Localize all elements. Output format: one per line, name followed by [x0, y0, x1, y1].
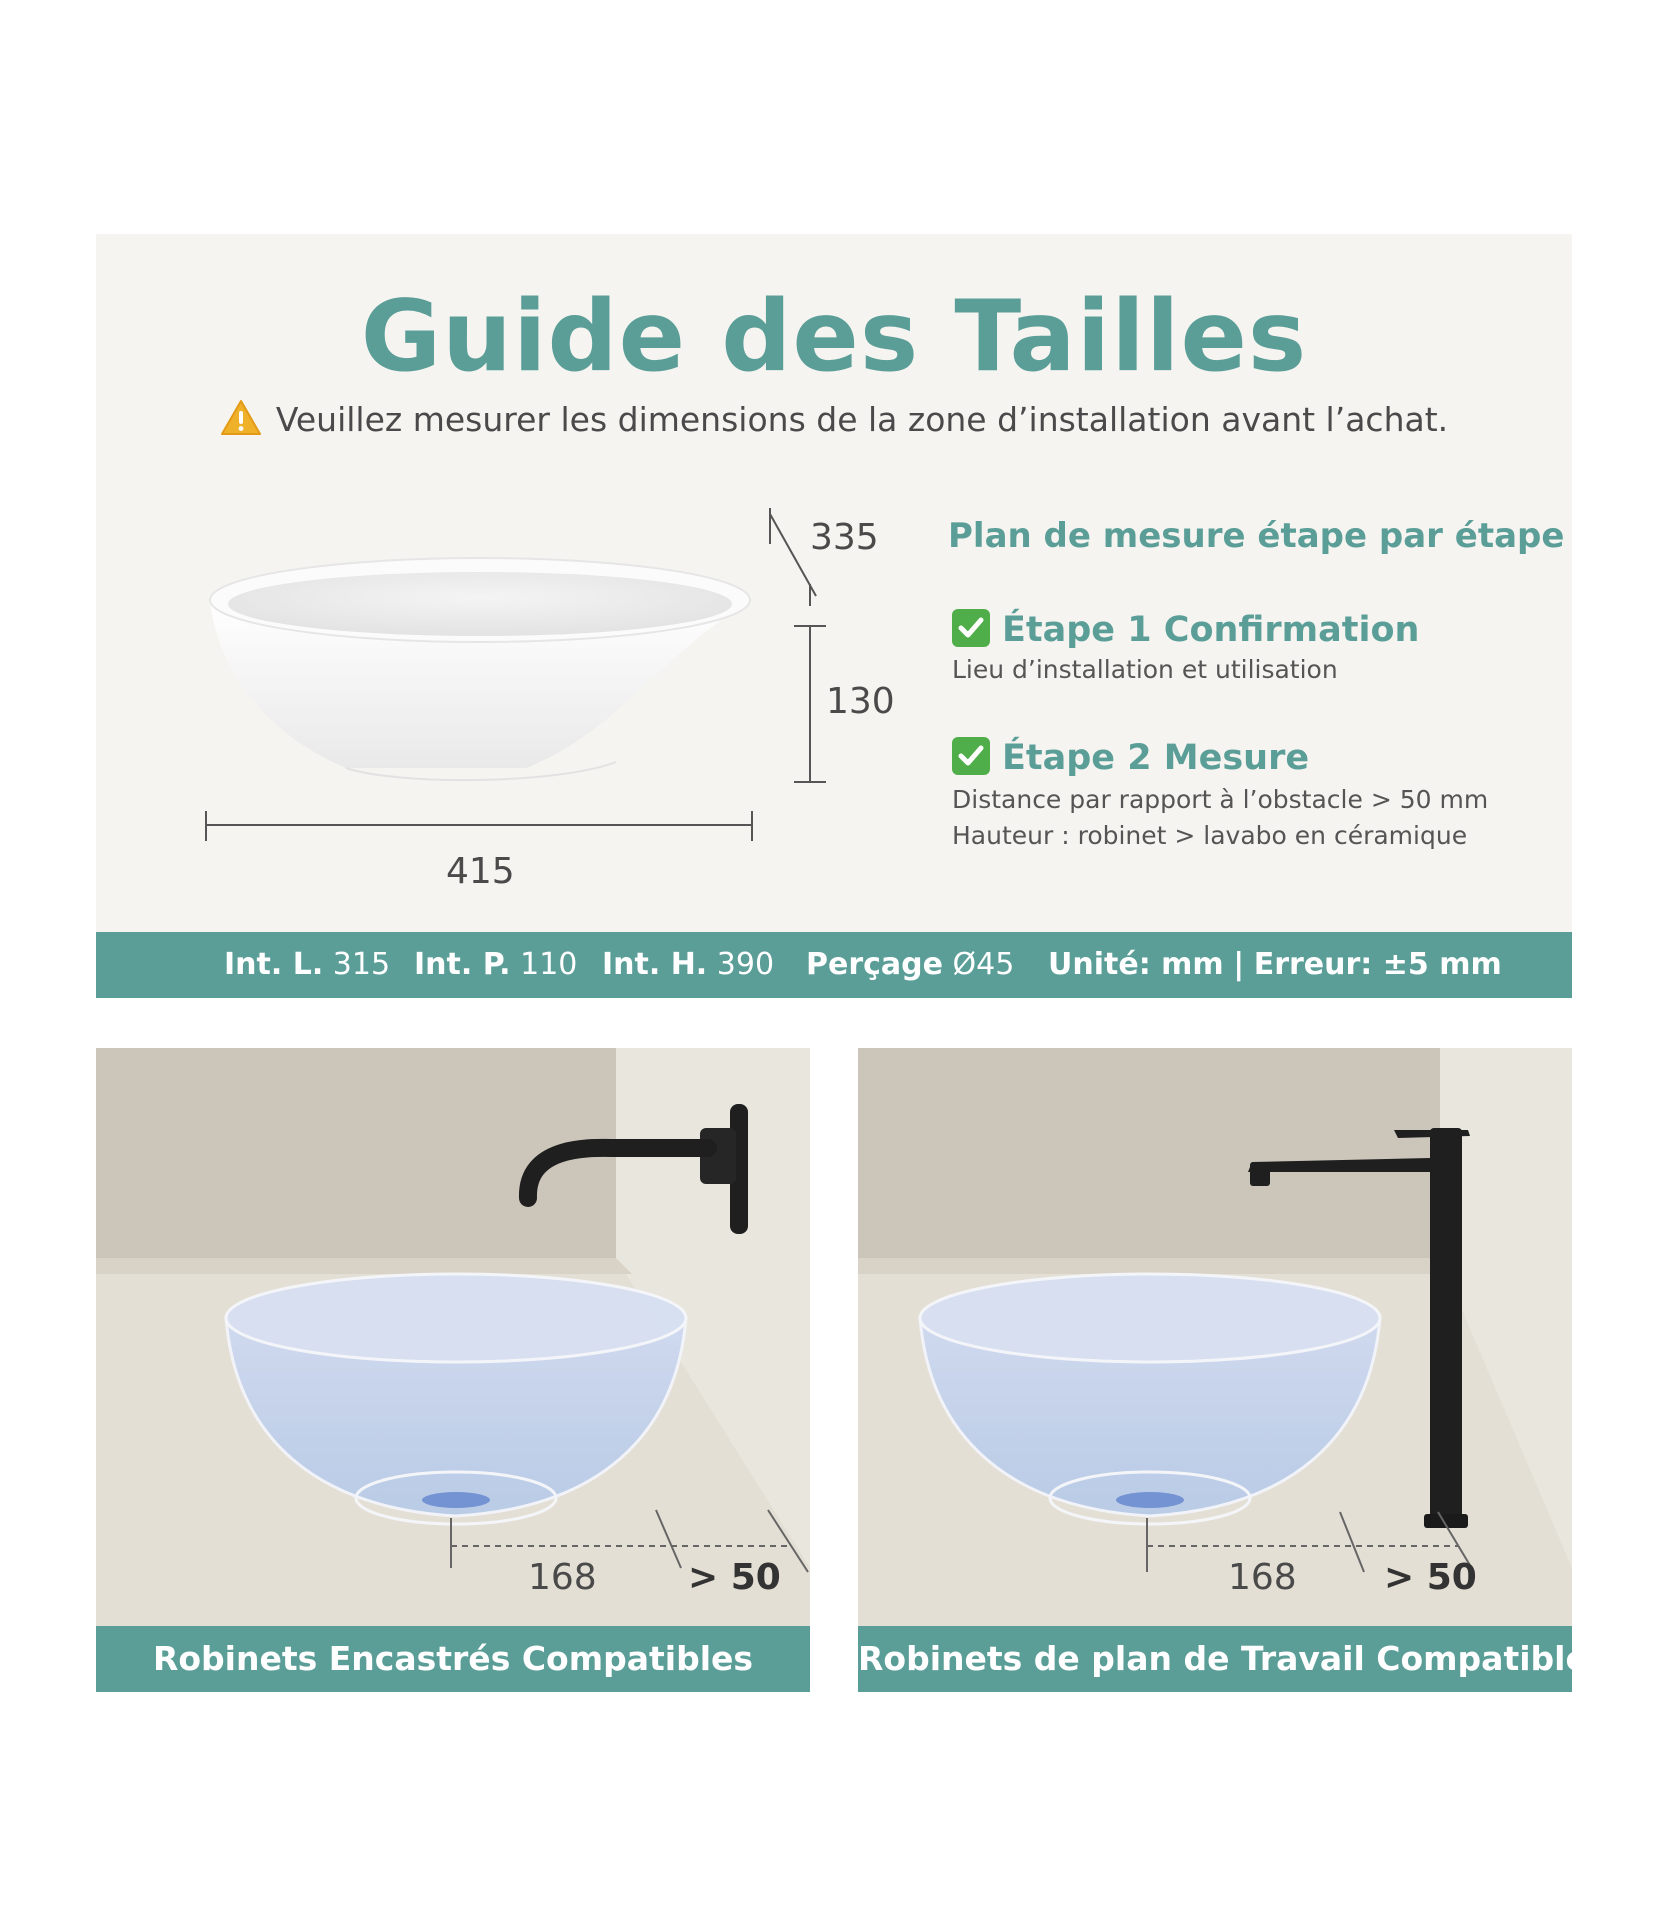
check-icon — [952, 609, 990, 647]
page-title: Guide des Tailles — [360, 280, 1308, 394]
height-dimension: 130 — [826, 681, 895, 722]
wall-faucet-label: Robinets Encastrés Compatibles — [96, 1626, 810, 1692]
basin-interior — [228, 572, 732, 636]
step-1-description: Lieu d’installation et utilisation — [952, 655, 1338, 684]
clearance-left: > 50 — [688, 1557, 781, 1598]
clearance-right: > 50 — [1384, 1557, 1477, 1598]
step-2-label: Étape 2 Mesure — [1002, 738, 1310, 778]
warning-icon — [220, 399, 262, 448]
step-2-description-line-1: Distance par rapport à l’obstacle > 50 mm — [952, 785, 1489, 814]
warning-text: Veuillez mesurer les dimensions de la zone d’installation avant l’achat. — [275, 400, 1449, 439]
spec-interior-depth: Int. P. 110 — [414, 947, 578, 982]
step-1-label: Étape 1 Confirmation — [1002, 610, 1420, 650]
drain-distance-right: 168 — [1228, 1557, 1297, 1598]
wall-faucet-panel — [96, 1048, 810, 1694]
measurement-warning — [96, 398, 1572, 448]
depth-dimension: 335 — [810, 517, 879, 558]
spec-unit-error: Unité: mm | Erreur: ±5 mm — [1048, 947, 1502, 982]
step-2-title — [952, 736, 1309, 780]
spec-bar — [96, 932, 1572, 998]
step-1-title — [952, 608, 1419, 652]
drain-distance-left: 168 — [528, 1557, 597, 1598]
width-dimension: 415 — [446, 851, 515, 892]
basin-dimension-diagram — [96, 500, 856, 900]
countertop-faucet-panel — [858, 1048, 1608, 1694]
countertop-faucet-label: Robinets de plan de Travail Compatibles — [858, 1626, 1572, 1692]
spec-interior-height: Int. H. 390 — [602, 947, 775, 982]
step-2-description-line-2: Hauteur : robinet > lavabo en céramique — [952, 821, 1468, 850]
wall-faucet-illustration — [96, 1048, 810, 1626]
spec-interior-length: Int. L. 315 — [224, 947, 391, 982]
measurement-plan-title: Plan de mesure étape par étape — [948, 516, 1565, 556]
countertop-faucet-illustration — [858, 1048, 1572, 1626]
spec-drill-hole: Perçage Ø45 — [806, 947, 1015, 982]
check-icon — [952, 737, 990, 775]
